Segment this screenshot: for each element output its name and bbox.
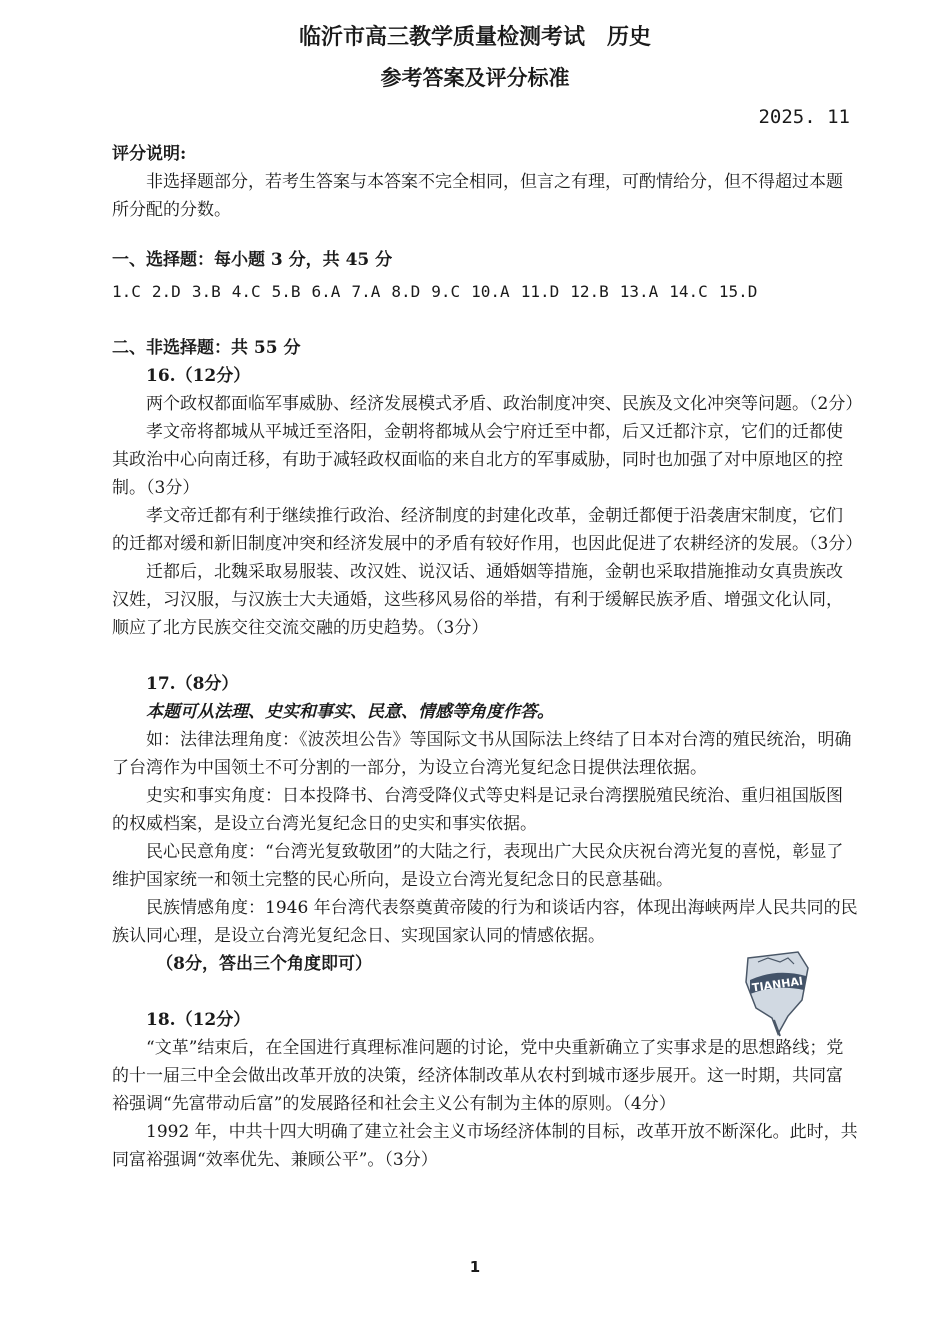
q17-intro: 本题可从法理、史实和事实、民意、情感等角度作答。 xyxy=(146,702,554,722)
answer-item: 5.B xyxy=(271,282,301,301)
answer-item: 7.A xyxy=(351,282,381,301)
q17-paragraph: 民心民意角度：“台湾光复致敬团”的大陆之行，表现出广大民众庆祝台湾光复的喜悦，彰显了维护国家统一和领土完整的民心所向，是设立台湾光复纪念日的民意基础。 xyxy=(112,842,844,890)
watermark-stamp-icon xyxy=(728,938,824,1038)
answer-item: 9.C xyxy=(431,282,461,301)
answer-item: 1.C xyxy=(112,282,141,301)
q17-paragraph: 如：法律法理角度：《波茨坦公告》等国际文书从国际法上终结了日本对台湾的殖民统治，明确了台湾作为中国领土不可分割的一部分，为设立台湾光复纪念日提供法理依据。 xyxy=(112,730,852,778)
page-subtitle: 参考答案及评分标准 xyxy=(380,66,570,90)
q17-paragraph: 史实和事实角度：日本投降书、台湾受降仪式等史料是记录台湾摆脱殖民统治、重归祖国版图的权威档案，是设立台湾光复纪念日的史实和事实依据。 xyxy=(112,786,843,834)
answer-item: 14.C xyxy=(669,282,708,301)
answer-item: 6.A xyxy=(311,282,341,301)
q16-paragraph: 迁都后，北魏采取易服装、改汉姓、说汉话、通婚姻等措施，金朝也采取措施推动女真贵族改汉姓，习汉服，与汉族士大夫通婚，这些移风易俗的举措，有利于缓解民族矛盾、增强文化认同，顺应了北方民族交往交流交融的历史趋势。（3分） xyxy=(112,562,843,638)
choice-answers xyxy=(112,278,858,306)
answer-item: 8.D xyxy=(391,282,421,301)
q16-paragraph: 两个政权都面临军事威胁、经济发展模式矛盾、政治制度冲突、民族及文化冲突等问题。（2分） xyxy=(146,394,863,414)
answer-item: 3.B xyxy=(191,282,221,301)
answer-item: 2.D xyxy=(151,282,181,301)
q17-paragraph: 民族情感角度：1946 年台湾代表祭奠黄帝陵的行为和谈话内容，体现出海峡两岸人民共同的民族认同心理，是设立台湾光复纪念日、实现国家认同的情感依据。 xyxy=(112,898,858,946)
exam-date: 2025. 11 xyxy=(758,106,850,128)
page-number: 1 xyxy=(469,1258,481,1276)
part1-heading: 一、选择题：每小题 3 分，共 45 分 xyxy=(112,250,393,270)
scoring-text: 非选择题部分，若考生答案与本答案不完全相同，但言之有理，可酌情给分，但不得超过本题所分配的分数。 xyxy=(112,172,843,220)
answer-item: 11.D xyxy=(520,282,560,301)
q18-paragraph: 1992 年，中共十四大明确了建立社会主义市场经济体制的目标，改革开放不断深化。此时，共同富裕强调“效率优先、兼顾公平”。（3分） xyxy=(112,1122,858,1170)
answer-item: 10.A xyxy=(471,282,510,301)
answer-item: 12.B xyxy=(570,282,609,301)
answer-item: 4.C xyxy=(231,282,261,301)
q18-paragraph: “文革”结束后，在全国进行真理标准问题的讨论，党中央重新确立了实事求是的思想路线；党的十一届三中全会做出改革开放的决策，经济体制改革从农村到城市逐步展开。这一时期，共同富裕强调“先富带动后富”的发展路径和社会主义公有制为主体的原则。（4分） xyxy=(112,1038,844,1114)
answer-item: 15.D xyxy=(718,282,758,301)
q18-title: 18.（12分） xyxy=(146,1010,251,1030)
q17-title: 17.（8分） xyxy=(146,674,239,694)
q16-paragraph: 孝文帝迁都有利于继续推行政治、经济制度的封建化改革，金朝迁都便于沿袭唐宋制度，它们的迁都对缓和新旧制度冲突和经济发展中的矛盾有较好作用，也因此促进了农耕经济的发展。（3分） xyxy=(112,506,863,554)
q16-paragraph: 孝文帝将都城从平城迁至洛阳，金朝将都城从会宁府迁至中都，后又迁都汴京，它们的迁都使其政治中心向南迁移，有助于减轻政权面临的来自北方的军事威胁，同时也加强了对中原地区的控制。（3分） xyxy=(112,422,843,498)
scoring-heading: 评分说明: xyxy=(112,144,187,164)
svg-text:TIANHAI: TIANHAI xyxy=(751,974,804,995)
part2-heading: 二、非选择题：共 55 分 xyxy=(112,338,301,358)
page-title: 临沂市高三教学质量检测考试 历史 xyxy=(298,25,651,50)
answer-item: 13.A xyxy=(619,282,659,301)
q17-note: （8分，答出三个角度即可） xyxy=(156,954,373,974)
q16-title: 16.（12分） xyxy=(146,366,251,386)
